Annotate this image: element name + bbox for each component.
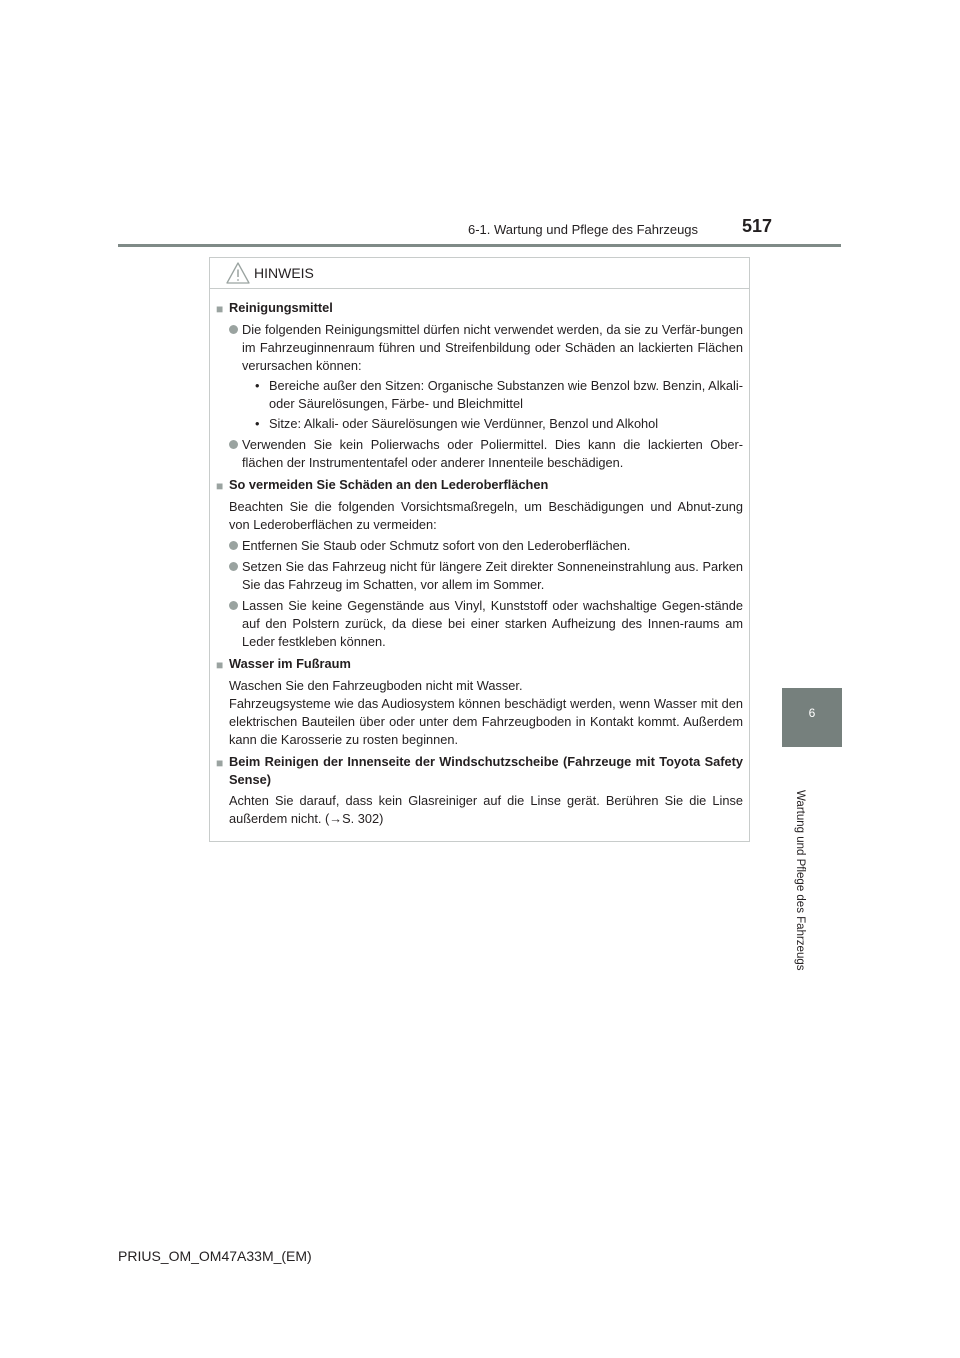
square-bullet-icon: ■ (216, 658, 224, 672)
section-heading (216, 655, 743, 674)
sub-item-text: Sitze: Alkali- oder Säurelösungen wie Verdünner, Benzol und Alkohol (269, 416, 659, 431)
list-item-content (242, 321, 743, 433)
square-bullet-icon: ■ (216, 756, 224, 770)
list-item (229, 558, 743, 594)
sub-item (242, 415, 743, 433)
sub-item (242, 377, 743, 413)
section-heading-text: Beim Reinigen der Innenseite der Windschutzscheibe (Fahrzeuge mit Toyota Safety Sense) (229, 754, 743, 787)
section-water-footwell (216, 655, 743, 749)
page-number: 517 (742, 216, 773, 236)
round-bullet-icon (229, 537, 242, 555)
section-heading (216, 476, 743, 495)
section-content (216, 321, 743, 472)
round-bullet-icon (229, 597, 242, 651)
chapter-tab-label: Wartung und Pflege des Fahrzeugs (794, 790, 806, 971)
list-item (229, 436, 743, 472)
paragraph: Fahrzeugsysteme wie das Audiosystem können beschädigt werden, wenn Wasser mit den elektrischen Bauteilen über oder unter dem Fahrzeugboden in Kontakt kommt. Außerdem kann die Karosserie zu rosten beginnen. (229, 696, 743, 747)
sub-bullet-icon: • (255, 416, 260, 431)
section-windshield (216, 753, 743, 828)
paragraph: Waschen Sie den Fahrzeugboden nicht mit Wasser. (229, 678, 523, 693)
section-intro: Beachten Sie die folgenden Vorsichtsmaßregeln, um Beschädigungen und Abnut-zung von Lederoberflächen zu vermeiden: (229, 499, 743, 532)
footer-document-code: PRIUS_OM_OM47A33M_(EM) (118, 1248, 312, 1264)
section-heading (216, 299, 743, 318)
chapter-tab-number: 6 (808, 706, 816, 720)
header-section-title: 6-1. Wartung und Pflege des Fahrzeugs (468, 222, 699, 237)
list-item (229, 597, 743, 651)
section-content (216, 498, 743, 651)
notice-box (209, 257, 750, 842)
square-bullet-icon: ■ (216, 302, 224, 316)
round-bullet-icon (229, 436, 242, 472)
sub-item-text: Bereiche außer den Sitzen: Organische Substanzen wie Benzol bzw. Benzin, Alkali- oder Säurelösungen, Färbe- und Bleichmittel (269, 378, 743, 411)
section-cleaning-agents (216, 299, 743, 472)
warning-triangle-icon (225, 261, 251, 285)
list-item (229, 537, 743, 555)
chapter-tab[interactable] (782, 688, 842, 747)
section-heading-text: Reinigungsmittel (229, 300, 333, 315)
section-content (216, 677, 743, 749)
notice-body (216, 299, 743, 832)
list-item-text: Die folgenden Reinigungsmittel dürfen nicht verwendet werden, da sie zu Verfär-bungen im Fahrzeuginnenraum führen und Streifenbildung oder Schäden an lackierten Flächen verursachen können: (242, 322, 743, 373)
paragraph: Achten Sie darauf, dass kein Glasreiniger auf die Linse gerät. Berühren Sie die Linse außerdem nicht. (→S. 302) (229, 793, 743, 826)
list-item-text: Entfernen Sie Staub oder Schmutz sofort von den Lederoberflächen. (242, 538, 631, 553)
section-content (216, 792, 743, 828)
list-item-text: Setzen Sie das Fahrzeug nicht für längere Zeit direkter Sonneneinstrahlung aus. Parken Sie das Fahrzeug im Schatten, vor allem im Sommer. (242, 559, 743, 592)
list-item-text: Verwenden Sie kein Polierwachs oder Poliermittel. Dies kann die lackierten Ober-flächen der Instrumententafel oder anderer Innenteile beschädigen. (242, 437, 743, 470)
section-leather (216, 476, 743, 651)
notice-header (210, 258, 749, 289)
round-bullet-icon (229, 558, 242, 594)
list-item-text: Lassen Sie keine Gegenstände aus Vinyl, Kunststoff oder wachshaltige Gegen-stände auf den Polstern zurück, da diese bei einer starken Aufheizung des Innen-raums am Leder festkleben können. (242, 598, 743, 649)
header-rule (118, 244, 841, 247)
section-heading-text: Wasser im Fußraum (229, 656, 351, 671)
sub-bullet-icon: • (255, 378, 260, 393)
section-heading (216, 753, 743, 789)
section-heading-text: So vermeiden Sie Schäden an den Lederoberflächen (229, 477, 549, 492)
list-item (229, 321, 743, 433)
notice-title: HINWEIS (254, 265, 314, 281)
square-bullet-icon: ■ (216, 479, 224, 493)
round-bullet-icon (229, 321, 242, 433)
